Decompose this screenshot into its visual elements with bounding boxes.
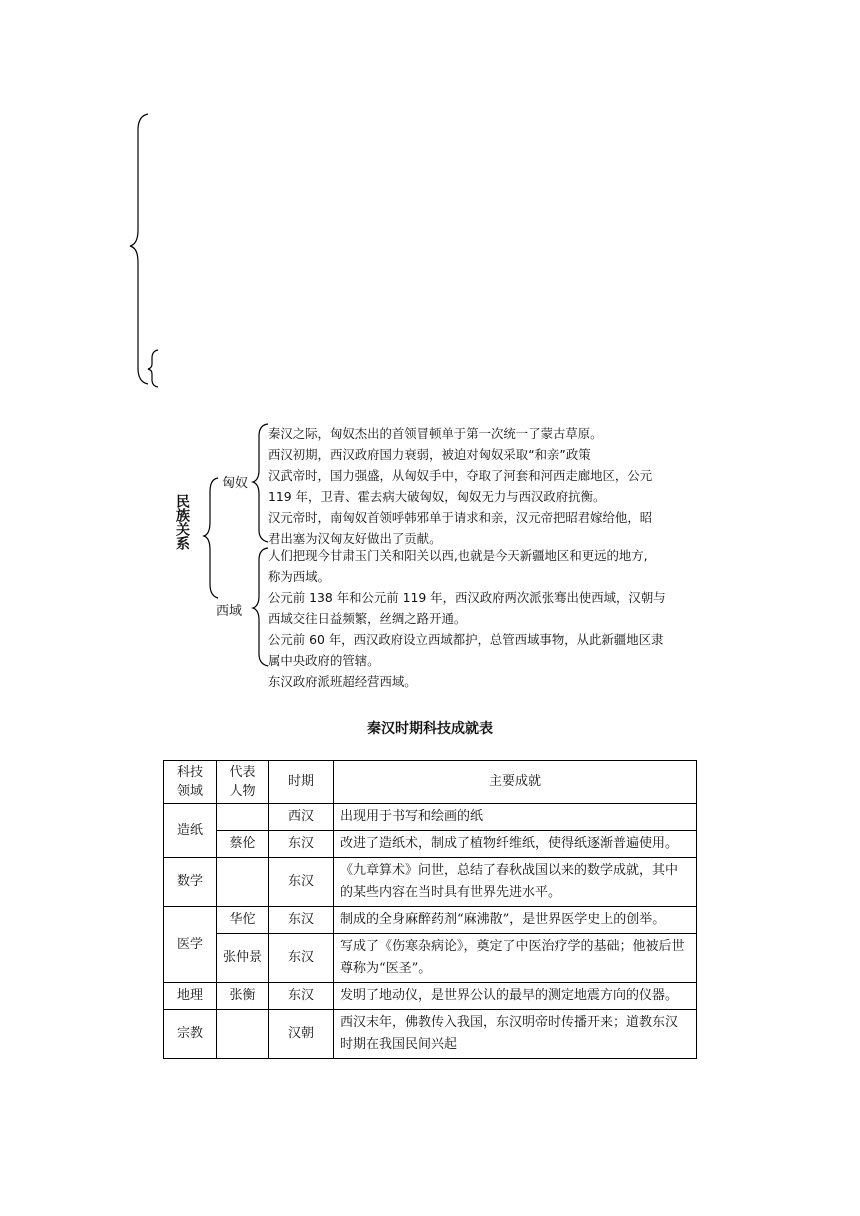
- cell-person: [217, 804, 269, 831]
- xiyu-line: 人们把现今甘肃玉门关和阳关以西,也就是今天新疆地区和更远的地方,: [268, 548, 648, 563]
- xiongnu-line: 119 年，卫青、霍去病大破匈奴，匈奴无力与西汉政府抗衡。: [268, 489, 606, 504]
- table-row: [164, 983, 697, 1010]
- large-brace: [130, 114, 148, 384]
- cell-period: 西汉: [269, 804, 334, 831]
- small-brace: [148, 350, 158, 387]
- xiongnu-line: 秦汉之际，匈奴杰出的首领冒顿单于第一次统一了蒙古草原。: [268, 426, 603, 441]
- cell-achievement: 发明了地动仪，是世界公认的最早的测定地震方向的仪器。: [334, 983, 697, 1010]
- xiyu-line: 称为西域。: [268, 569, 330, 584]
- cell-field: 宗教: [164, 1010, 217, 1059]
- xiyu-line: 西域交往日益频繁，丝绸之路开通。: [268, 611, 467, 626]
- cell-person: [217, 1010, 269, 1059]
- header-period: 时期: [269, 761, 334, 804]
- cell-person: 华佗: [217, 907, 269, 934]
- xiongnu-line: 君出塞为汉匈友好做出了贡献。: [268, 531, 442, 546]
- table-row: [164, 831, 697, 858]
- cell-field: 地理: [164, 983, 217, 1010]
- table-row: [164, 1010, 697, 1059]
- main-brace: [204, 478, 218, 598]
- cell-period: 东汉: [269, 831, 334, 858]
- cell-period: 东汉: [269, 983, 334, 1010]
- header-achievement: 主要成就: [334, 761, 697, 804]
- branch-label-xiyu: 西域: [216, 604, 243, 619]
- cell-period: 东汉: [269, 858, 334, 907]
- cell-period: 东汉: [269, 907, 334, 934]
- xiongnu-line: 汉元帝时，南匈奴首领呼韩邪单于请求和亲，汉元帝把昭君嫁给他，昭: [268, 510, 653, 525]
- xiyu-lines: [268, 545, 666, 692]
- table-row: [164, 907, 697, 934]
- tech-achievement-table: [163, 760, 697, 1059]
- cell-person: [217, 858, 269, 907]
- cell-person: 张衡: [217, 983, 269, 1010]
- cell-achievement: 西汉末年，佛教传入我国，东汉明帝时传播开来；道教东汉时期在我国民间兴起: [334, 1010, 697, 1059]
- xiyu-line: 属中央政府的管辖。: [268, 653, 380, 668]
- table-row: [164, 934, 697, 983]
- table-row: [164, 858, 697, 907]
- xiongnu-brace: [253, 424, 268, 542]
- cell-field: 造纸: [164, 804, 217, 858]
- xiyu-line: 公元前 60 年，西汉政府设立西域都护，总管西域事物，从此新疆地区隶: [268, 632, 664, 647]
- table-title: 秦汉时期科技成就表: [367, 721, 493, 737]
- diagram-title: 民族关系: [174, 494, 190, 550]
- cell-achievement: 改进了造纸术，制成了植物纤维纸，使得纸逐渐普遍使用。: [334, 831, 697, 858]
- xiongnu-line: 西汉初期，西汉政府国力衰弱，被迫对匈奴采取“和亲”政策: [268, 447, 591, 462]
- cell-field: 医学: [164, 907, 217, 983]
- cell-achievement: 制成的全身麻醉药剂“麻沸散”，是世界医学史上的创举。: [334, 907, 697, 934]
- cell-achievement: 写成了《伤寒杂病论》，奠定了中医治疗学的基础；他被后世尊称为“医圣”。: [334, 934, 697, 983]
- cell-person: 张仲景: [217, 934, 269, 983]
- cell-person: 蔡伦: [217, 831, 269, 858]
- header-person: 代表 人物: [217, 761, 269, 804]
- xiyu-line: 公元前 138 年和公元前 119 年，西汉政府两次派张骞出使西域，汉朝与: [268, 590, 666, 605]
- cell-achievement: 《九章算术》问世，总结了春秋战国以来的数学成就，其中的某些内容在当时具有世界先进水平。: [334, 858, 697, 907]
- xiongnu-lines: [268, 423, 652, 549]
- cell-field: 数学: [164, 858, 217, 907]
- xiyu-line: 东汉政府派班超经营西域。: [268, 674, 417, 689]
- cell-period: 东汉: [269, 934, 334, 983]
- branch-label-xiongnu: 匈奴: [222, 476, 249, 491]
- table-header-row: [164, 761, 697, 804]
- header-field: 科技 领域: [164, 761, 217, 804]
- xiongnu-line: 汉武帝时，国力强盛，从匈奴手中，夺取了河套和河西走廊地区，公元: [268, 468, 653, 483]
- cell-period: 汉朝: [269, 1010, 334, 1059]
- xiyu-brace: [253, 548, 268, 666]
- cell-achievement: 出现用于书写和绘画的纸: [334, 804, 697, 831]
- table-row: [164, 804, 697, 831]
